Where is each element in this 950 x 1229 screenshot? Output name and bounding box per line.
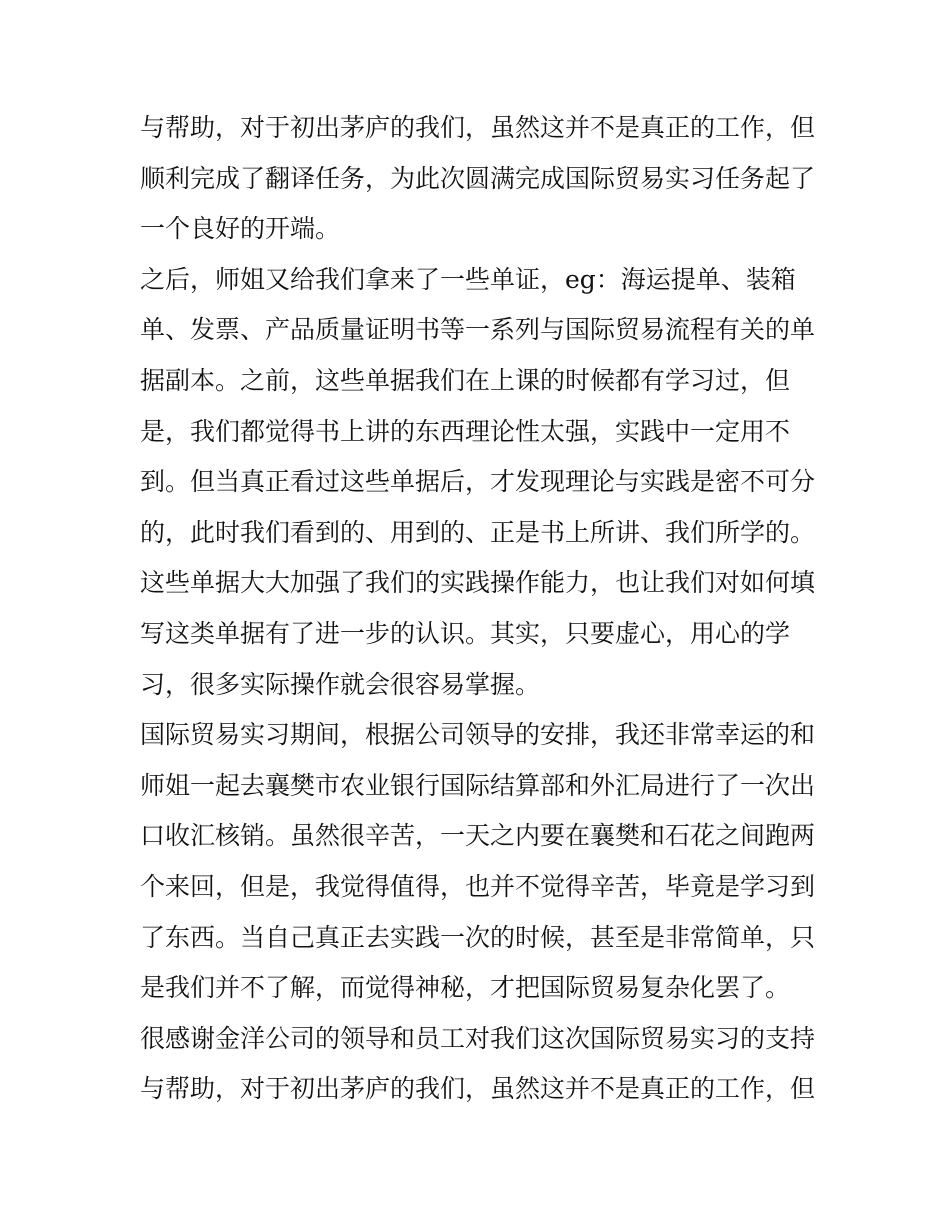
text-line: 据副本。之前，这些单据我们在上课的时候都有学习过，但 <box>140 365 791 395</box>
text-line: 了东西。当自己真正去实践一次的时候，甚至是非常简单，只 <box>140 922 816 952</box>
text-line: 国际贸易实习期间，根据公司领导的安排，我还非常幸运的和 <box>140 720 816 750</box>
text-line: 与帮助，对于初出茅庐的我们，虽然这并不是真正的工作，但 <box>140 113 816 142</box>
text-line: 习，很多实际操作就会很容易掌握。 <box>140 669 541 699</box>
text-line: 是我们并不了解，而觉得神秘，才把国际贸易复杂化罢了。 <box>140 973 791 1003</box>
text-line: 顺利完成了翻译任务，为此次圆满完成国际贸易实习任务起了 <box>140 163 816 193</box>
text-line: 单、发票、产品质量证明书等一系列与国际贸易流程有关的单 <box>140 315 816 345</box>
document-body <box>140 103 820 1115</box>
text-line: 口收汇核销。虽然很辛苦，一天之内要在襄樊和石花之间跑两 <box>140 821 816 851</box>
text-line: 到。但当真正看过这些单据后，才发现理论与实践是密不可分 <box>140 467 816 497</box>
text-line: 与帮助，对于初出茅庐的我们，虽然这并不是真正的工作，但 <box>140 1074 816 1104</box>
text-line: 很感谢金洋公司的领导和员工对我们这次国际贸易实习的支持 <box>140 1023 816 1053</box>
text-line: 这些单据大大加强了我们的实践操作能力，也让我们对如何填 <box>140 568 816 598</box>
text-line: 个来回，但是，我觉得值得，也并不觉得辛苦，毕竟是学习到 <box>140 871 816 901</box>
text-line: 写这类单据有了进一步的认识。其实，只要虚心，用心的学 <box>140 618 791 648</box>
text-line: 之后，师姐又给我们拿来了一些单证，eg：海运提单、装箱 <box>140 264 796 294</box>
text-line: 是，我们都觉得书上讲的东西理论性太强，实践中一定用不 <box>140 416 791 446</box>
text-line: 师姐一起去襄樊市农业银行国际结算部和外汇局进行了一次出 <box>140 770 816 800</box>
text-line: 一个良好的开端。 <box>140 214 341 244</box>
text-line: 的，此时我们看到的、用到的、正是书上所讲、我们所学的。 <box>140 517 816 547</box>
